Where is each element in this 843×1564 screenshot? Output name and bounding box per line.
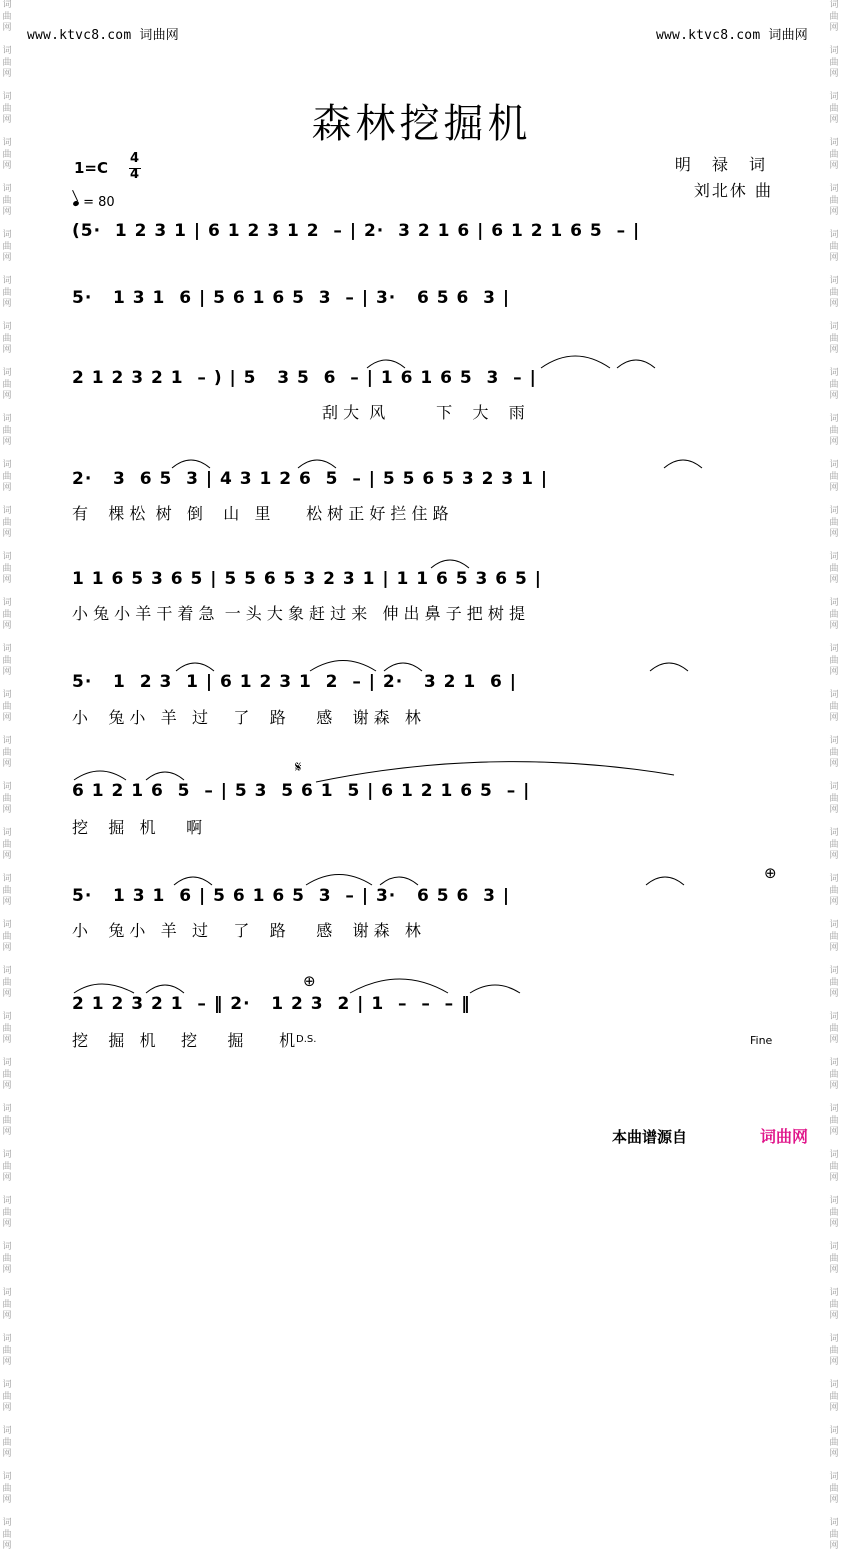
tempo-value: = 80: [83, 195, 115, 210]
lyric-line-7: 挖 掘 机 啊: [72, 818, 203, 837]
song-title: 森林挖掘机: [311, 101, 532, 147]
lyric-line-6: 小 兔 小 羊 过 了 路 感 谢 森 林: [72, 708, 421, 727]
score-line-4: 2· 3 6 5 3 | 4 3 1 2 6 5 – | 5 5 6 5 3 2 3 1 |: [72, 469, 549, 489]
score-line-9: 2 1 2 3 2 1 – ‖ 2· 1 2 3 2 | 1 – – – ‖: [72, 994, 471, 1014]
ds-marking: D.S.: [296, 1034, 317, 1045]
key-signature: 1=C: [74, 159, 109, 177]
source-site-link[interactable]: 词曲网: [760, 1127, 809, 1146]
source-label: 本曲谱源自: [612, 1128, 688, 1146]
score-line-7: 6 1 2 1 6 5 – | 5 3 5 6 1 5 | 6 1 2 1 6 5 – |: [72, 781, 531, 801]
composer-credit: 刘北休 曲: [693, 181, 773, 200]
lyric-line-8: 小 兔 小 羊 过 了 路 感 谢 森 林: [72, 921, 421, 940]
lyric-line-9: 挖 掘 机 挖 掘 机: [72, 1031, 296, 1050]
segno-icon: 𝄋: [295, 758, 302, 776]
watermark-url-left: www.ktvc8.com 词曲网: [27, 28, 179, 43]
lyricist-credit: 明 禄 词: [674, 155, 773, 174]
right-watermark-strip: 词 曲 网 词 曲 网 词 曲 网 词 曲 网 词 曲 网 词 曲 网 词 曲 网 词 曲 网 词 曲 网 词 曲 网 词 曲 网 词 曲 网 词 曲 网 词 曲 网 词 曲 网 词 曲 网 词 曲 网 词 曲 网 词 曲 网 词 曲 网 词 曲 网 词 曲 网 词 曲 网 词 曲 网 词 曲 网 词 曲 网 词 曲 网 词 曲 网 词 曲 网 词 曲 网 词 曲 网 词 曲 网 词 曲 网 词 曲 网: [829, 0, 839, 1551]
score-line-3: 2 1 2 3 2 1 – ) | 5 3 5 6 – | 1 6 1 6 5 3 – |: [72, 368, 537, 388]
score-line-2: 5· 1 3 1 6 | 5 6 1 6 5 3 – | 3· 6 5 6 3 |: [72, 288, 511, 308]
lyric-line-5: 小 兔 小 羊 干 着 急 一 头 大 象 赶 过 来 伸 出 鼻 子 把 树 提: [72, 604, 525, 623]
score-line-6: 5· 1 2 3 1 | 6 1 2 3 1 2 – | 2· 3 2 1 6 |: [72, 672, 518, 692]
lyric-line-3: 刮 大 风 下 大 雨: [322, 403, 525, 422]
coda-icon: ⊕: [764, 864, 777, 882]
score-line-5: 1 1 6 5 3 6 5 | 5 5 6 5 3 2 3 1 | 1 1 6 5 3 6 5 |: [72, 569, 542, 589]
score-line-8: 5· 1 3 1 6 | 5 6 1 6 5 3 – | 3· 6 5 6 3 |: [72, 886, 511, 906]
watermark-url-right: www.ktvc8.com 词曲网: [656, 28, 808, 43]
time-signature-top: 4: [130, 151, 140, 166]
fine-marking: Fine: [750, 1034, 773, 1047]
time-signature-bottom: 4: [130, 167, 140, 182]
coda-icon-2: ⊕: [303, 972, 316, 990]
score-line-1: (5· 1 2 3 1 | 6 1 2 3 1 2 – | 2· 3 2 1 6 | 6 1 2 1 6 5 – |: [72, 221, 641, 241]
left-watermark-strip: 词 曲 网 词 曲 网 词 曲 网 词 曲 网 词 曲 网 词 曲 网 词 曲 网 词 曲 网 词 曲 网 词 曲 网 词 曲 网 词 曲 网 词 曲 网 词 曲 网 词 曲 网 词 曲 网 词 曲 网 词 曲 网 词 曲 网 词 曲 网 词 曲 网 词 曲 网 词 曲 网 词 曲 网 词 曲 网 词 曲 网 词 曲 网 词 曲 网 词 曲 网 词 曲 网 词 曲 网 词 曲 网 词 曲 网 词 曲 网: [2, 0, 12, 1551]
lyric-line-4: 有 棵 松 树 倒 山 里 松 树 正 好 拦 住 路: [72, 504, 449, 523]
